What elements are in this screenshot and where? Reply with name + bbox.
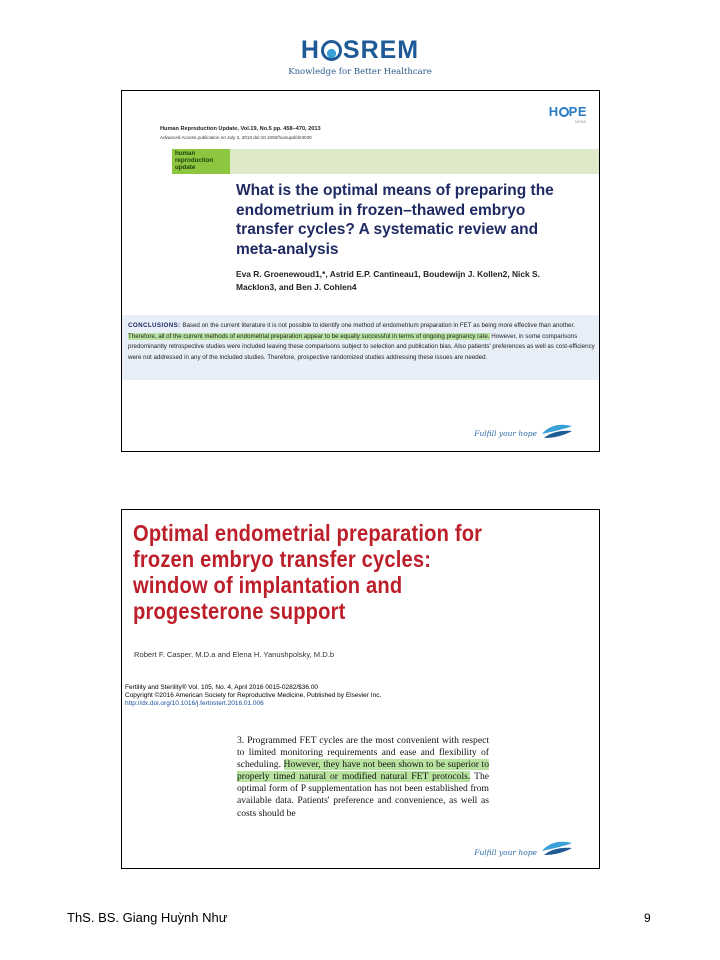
hope-logo-text-h: H [548, 104, 559, 119]
excerpt-item-3 [237, 735, 489, 820]
hope-logo [549, 104, 587, 119]
wave-logo-icon [541, 840, 573, 857]
paper-title: What is the optimal means of preparing the endometrium in frozen–thawed embryo transfer cycles? A systematic review and meta-analysis [236, 182, 554, 258]
journal-band [172, 149, 600, 174]
title-line: progesterone support [133, 598, 346, 624]
hope-logo-subtext: IVFAS [574, 119, 586, 124]
logo-tagline: Knowledge for Better Healthcare [288, 67, 432, 77]
fulfill-your-hope: Fulfill your hope [474, 848, 537, 857]
slide-hru-paper [121, 90, 600, 452]
doi-link[interactable]: http://dx.doi.org/10.1016/j.fertnstert.2016.01.006 [125, 700, 264, 708]
journal-tag-line: update [175, 164, 196, 172]
title-line: window of implantation and [133, 572, 403, 598]
journal-tag [172, 149, 230, 174]
conclusions-text-rest: However, in some comparisons predominantly retrospective studies were included leaving these comparisons subject to selection and publication bias. Also patients' preferences as well as cost-efficiency were not addressed in any of the included studies. Therefore, prospective randomized studies addressing these issues are needed. [128, 332, 595, 361]
title-line: frozen embryo transfer cycles: [133, 546, 432, 572]
journal-citation [125, 684, 381, 709]
globe-icon [321, 40, 342, 61]
hope-o-icon [559, 107, 569, 117]
title-line: Optimal endometrial preparation for [133, 520, 483, 546]
excerpt-highlight: However, they have not been shown to be superior to properly timed natural or modified natural FET protocols. [237, 759, 489, 783]
logo-text-h: H [300, 36, 320, 64]
conclusions-highlight: Therefore, all of the current methods of endometrial preparation appear to be equally successful in terms of ongoing pregnancy rate. [128, 332, 490, 340]
access-line: Advanced Access publication on July 2, 2013 doi:10.1093/humupd/dmt030 [160, 135, 312, 140]
excerpt-text-rest: The optimal form of P supplementation has not been established from available data. Patients' preference and convenience, as well as costs should be [237, 771, 489, 819]
hosrem-logo [0, 36, 720, 77]
journal-tag-line: human [175, 150, 196, 157]
conclusions-label: CONCLUSIONS: [128, 322, 181, 329]
page-number: 9 [644, 911, 651, 925]
paper-authors: Robert F. Casper, M.D.a and Elena H. Yanushpolsky, M.D.b [134, 650, 335, 659]
paper-authors: Eva R. Groenewoud1,*, Astrid E.P. Cantineau1, Boudewijn J. Kollen2, Nick S. Macklon3, and Ben J. Cohlen4 [236, 269, 540, 292]
hope-logo-text-pe: PE [568, 104, 587, 119]
conclusions-text: Based on the current literature it is not possible to identify one method of endometrium preparation in FET as being more effective than another. [182, 322, 575, 329]
logo-text-srem: SREM [342, 36, 420, 64]
presenter-name: ThS. BS. Giang Huỳnh Như [67, 910, 228, 925]
conclusions-box [122, 315, 600, 380]
citation-line: Fertility and Sterility® Vol. 105, No. 4, April 2016 0015-0282/$36.00 [125, 684, 319, 691]
excerpt-text: 3. Programmed FET cycles are the most convenient with respect to limited monitoring requirements and ease and flexibility of scheduling. [237, 735, 489, 771]
fulfill-your-hope: Fulfill your hope [474, 429, 537, 438]
hosrem-wordmark [301, 36, 419, 65]
citation-line: Copyright ©2016 American Society for Reproductive Medicine, Published by Elsevier Inc. [125, 692, 382, 700]
journal-citation: Human Reproduction Update, Vol.19, No.5 pp. 458–470, 2013 [160, 126, 321, 132]
slide-fertil-steril-paper [121, 509, 600, 869]
paper-title-red [133, 520, 529, 624]
wave-logo-icon [541, 423, 573, 440]
journal-tag-line: reproduction [175, 157, 214, 165]
